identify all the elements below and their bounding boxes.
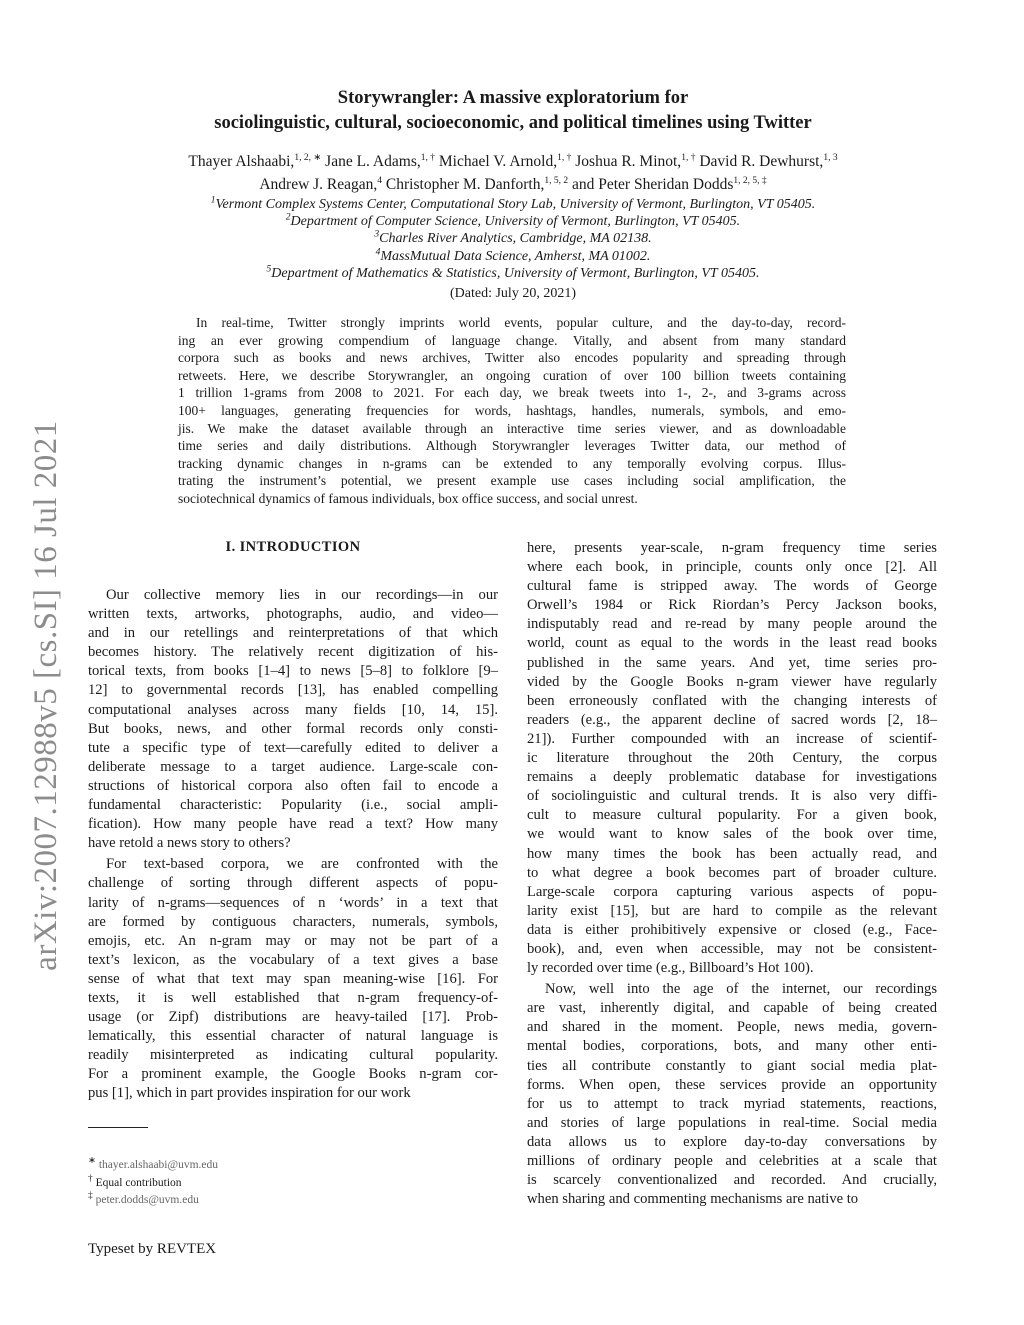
affiliation: $^3$Charles River Analytics, Cambridge, MA 02138. [374,229,652,247]
email-link[interactable]: peter.dodds@uvm.edu [95,1194,199,1206]
body-text-line: for us to attempt to track myriad statements, reactions, [527,1095,937,1112]
body-text-line: forms. When open, these services provide an opportunity [527,1076,937,1093]
body-text-line: pus [1], which in part provides inspiration for our work [88,1085,411,1102]
author-name: and Peter Sheridan Dodds [571,176,734,193]
body-text-line: we would want to know sales of the book over time, [527,826,937,843]
footnote-rule [88,1127,148,1128]
body-text-line: ties all contribute constantly to giant social media plat- [527,1057,937,1074]
body-text-line: Large-scale corpora capturing various aspects of popu- [527,883,937,900]
footnote: † Equal contribution [88,1173,182,1189]
body-text-line: is scarcely conventionalized and recorded. And crucially, [527,1172,937,1189]
body-text-line: But books, news, and other formal records only consti- [88,720,498,737]
body-text-line: cult to measure cultural popularity. For a given book, [527,807,937,824]
body-text-line: ly recorded over time (e.g., Billboard’s Hot 100). [527,960,814,977]
body-text-line: fication). How many people have read a text? How many [88,816,498,833]
section-heading: I. INTRODUCTION [225,539,361,555]
affiliation-list [90,196,936,282]
author-name: Christopher M. Danforth, [385,176,545,193]
affiliation: $^2$Department of Computer Science, University of Vermont, Burlington, VT 05405. [285,212,741,230]
author-name: David R. Dewhurst, [699,153,824,170]
body-text-line: becomes history. The relatively recent digitization of his- [88,644,498,661]
affiliation: $^5$Department of Mathematics & Statistics, University of Vermont, Burlington, VT 05405. [266,264,760,281]
body-text-line: are vast, inherently digital, and capable of being created [527,1000,937,1017]
abstract-line: ing an ever growing compendium of language change. Vitally, and absent from many standard [178,332,846,348]
body-text-line: Orwell’s 1984 or Rick Riordan’s Percy Jackson books, [527,597,937,614]
body-text-line: remains a deeply problematic database for investigations [527,769,937,786]
body-text-line: been erroneously conflated with the changing interests of [527,692,937,709]
body-text-line: where each book, in principle, counts only once [2]. All [527,559,937,576]
author-list [90,150,936,196]
title-line: sociolinguistic, cultural, socioeconomic, and political timelines using Twitter [214,113,812,133]
body-text-line: lematically, this essential character of natural language is [88,1028,498,1045]
body-text-line: mental bodies, corporations, bots, and many other enti- [527,1038,937,1055]
body-text-line: fundamental characteristic: Popularity (i.e., social ampli- [88,797,498,814]
email-link[interactable]: thayer.alshaabi@uvm.edu [98,1159,219,1171]
body-text-line: challenge of sorting through different aspects of popu- [88,875,498,892]
body-text-line: For text-based corpora, we are confronted with the [106,856,498,873]
body-text-line: and stories of large populations in real-time. Social media [527,1114,937,1131]
body-text-line: torical texts, from books [1–4] to news [5–8] to folklore [9– [88,663,498,680]
body-text-line: computational analyses across many fields [10, 14, 15]. [88,701,498,718]
body-text-line: here, presents year-scale, n-gram frequency time series [527,540,937,556]
abstract-line: jis. We make the dataset available through an interactive time series viewer, and as downloadable [178,420,846,436]
body-text-line: indisputably read and re-read by many people around the [527,616,937,633]
body-text-line: Now, well into the age of the internet, our recordings [545,981,937,998]
abstract-line: sociotechnical dynamics of famous individuals, box office success, and social unrest. [178,490,638,506]
body-text-line: written texts, artworks, photographs, audio, and video— [88,606,498,623]
author-name: Joshua R. Minot, [575,153,682,170]
author-affil: 1, 2, 5, ‡ [733,175,767,186]
paper-title [90,86,936,136]
body-text-line: have retold a news story to others? [88,835,291,852]
body-text-line: 12] to governmental records [13], has enabled compelling [88,682,498,699]
body-text-line: text’s lexicon, as the vocabulary of a text gives a base [88,951,498,968]
author-affil: 4 [377,175,383,186]
body-text-line: of sociolinguistic and cultural trends. It is also very diffi- [527,788,937,805]
body-text-line: 21]). Further compounded with an increase of scientif- [527,730,937,747]
affiliation: $^1$Vermont Complex Systems Center, Computational Story Lab, University of Vermont, Burlington, VT 05405. [210,195,816,212]
body-text-line: texts, it is well established that n-gram frequency-of- [88,989,498,1006]
author-line [90,150,936,173]
body-text-line: and shared in the moment. People, news media, govern- [527,1019,937,1036]
footnotes [88,1157,218,1210]
body-text-line: readily misinterpreted as indicating cultural popularity. [88,1047,498,1064]
author-affil: 1, † [557,152,572,163]
author-name: Jane L. Adams, [325,153,421,170]
body-text-line: For a prominent example, the Google Books n-gram cor- [88,1066,498,1083]
body-text-line: world, count as equal to the words in the least read books [527,635,937,652]
body-text-line: millions of ordinary people and celebrities at a scale that [527,1153,937,1169]
body-text-line: tute a specific type of text—carefully edited to deliver a [88,739,498,756]
body-text-line: how many times the book has been actually read, and [527,845,937,862]
footnote: ‡ peter.dodds@uvm.edu [88,1191,199,1206]
title-line: Storywrangler: A massive exploratorium for [337,88,689,108]
body-text-line: emojis, etc. An n-gram may or may not be part of a [88,932,498,949]
body-text-line: and in our retellings and reinterpretations of that which [88,625,498,642]
body-text-line: cultural fame is stripped away. The words of George [527,578,937,595]
author-affil: 1, † [681,152,696,163]
author-affil: 1, 5, 2 [544,175,569,186]
abstract-line: trating the instrument’s potential, we present example use cases including social amplification, the [178,473,846,489]
body-text-line: sense of what that text may span meaning-wise [16]. For [88,970,498,987]
author-affil: 1, † [420,152,435,163]
affiliation: $^4$MassMutual Data Science, Amherst, MA 01002. [375,246,651,264]
body-text-line: data is either prohibitively expensive or closed (e.g., Face- [527,921,937,938]
body-text-line: structions of historical corpora also often fail to encode a [88,777,498,794]
body-text-line: larity exist [15], but are hard to compile as the relevant [527,902,937,919]
body-text-line: vided by the Google Books n-gram viewer have regularly [527,673,937,690]
author-affil: 1, 3 [823,152,838,163]
body-text-line: readers (e.g., the apparent decline of sacred words [2, 18– [527,711,937,728]
abstract-line: corpora such as books and news archives, Twitter also encodes popularity and spreading through [178,350,846,366]
abstract [178,314,846,508]
body-text-line: ic literature throughout the 20th Century, the corpus [527,750,937,767]
abstract-line: retweets. Here, we describe Storywrangler, an ongoing curation of over 100 billion tweets containing [178,367,846,383]
dated-line: (Dated: July 20, 2021) [450,286,576,301]
author-line [90,173,936,196]
left-column [88,586,498,1104]
author-name: Andrew J. Reagan, [259,176,378,193]
body-text-line: larity of n-grams—sequences of n ‘words’ in a text that [88,894,498,911]
body-text-line: are formed by contiguous characters, numerals, symbols, [88,913,498,930]
abstract-line: time series and daily distributions. Although Storywrangler leverages Twitter data, our method of [178,438,846,454]
author-name: Michael V. Arnold, [438,153,558,170]
arxiv-stamp [16,385,76,1005]
abstract-line: tracking dynamic changes in n-grams can be extended to any temporally evolving corpus. Illus- [178,455,846,471]
body-text-line: published in the same years. And yet, time series pro- [527,654,937,671]
body-text-line: data allows us to explore day-to-day conversations by [527,1133,937,1150]
author-affil: 1, 2, ∗ [294,152,322,163]
typeset-note: Typeset by REVTEX [88,1241,217,1257]
abstract-line: 1 trillion 1-grams from 2008 to 2021. For each day, we break tweets into 1-, 2-, and 3-grams across [178,385,846,401]
footnote: ∗ thayer.alshaabi@uvm.edu [88,1156,219,1171]
arxiv-stamp-text: arXiv:2007.12988v5 [cs.SI] 16 Jul 2021 [27,419,64,971]
body-text-line: usage (or Zipf) distributions are heavy-tailed [17]. Prob- [88,1009,498,1026]
body-text-line: to what degree a book becomes part of broader culture. [527,864,937,881]
abstract-line: In real-time, Twitter strongly imprints world events, popular culture, and the day-to-day, record- [196,315,846,330]
body-text-line: book), and, even when accessible, may not be consistent- [527,940,937,957]
body-text-line: deliberate message to a target audience. Large-scale con- [88,758,498,775]
right-column [527,539,937,1209]
abstract-line: 100+ languages, generating frequencies for words, hashtags, handles, numerals, symbols, and emo- [178,402,846,418]
body-text-line: Our collective memory lies in our recordings—in our [106,587,498,603]
body-text-line: when sharing and commenting mechanisms are native to [527,1191,859,1208]
author-name: Thayer Alshaabi, [188,153,295,170]
